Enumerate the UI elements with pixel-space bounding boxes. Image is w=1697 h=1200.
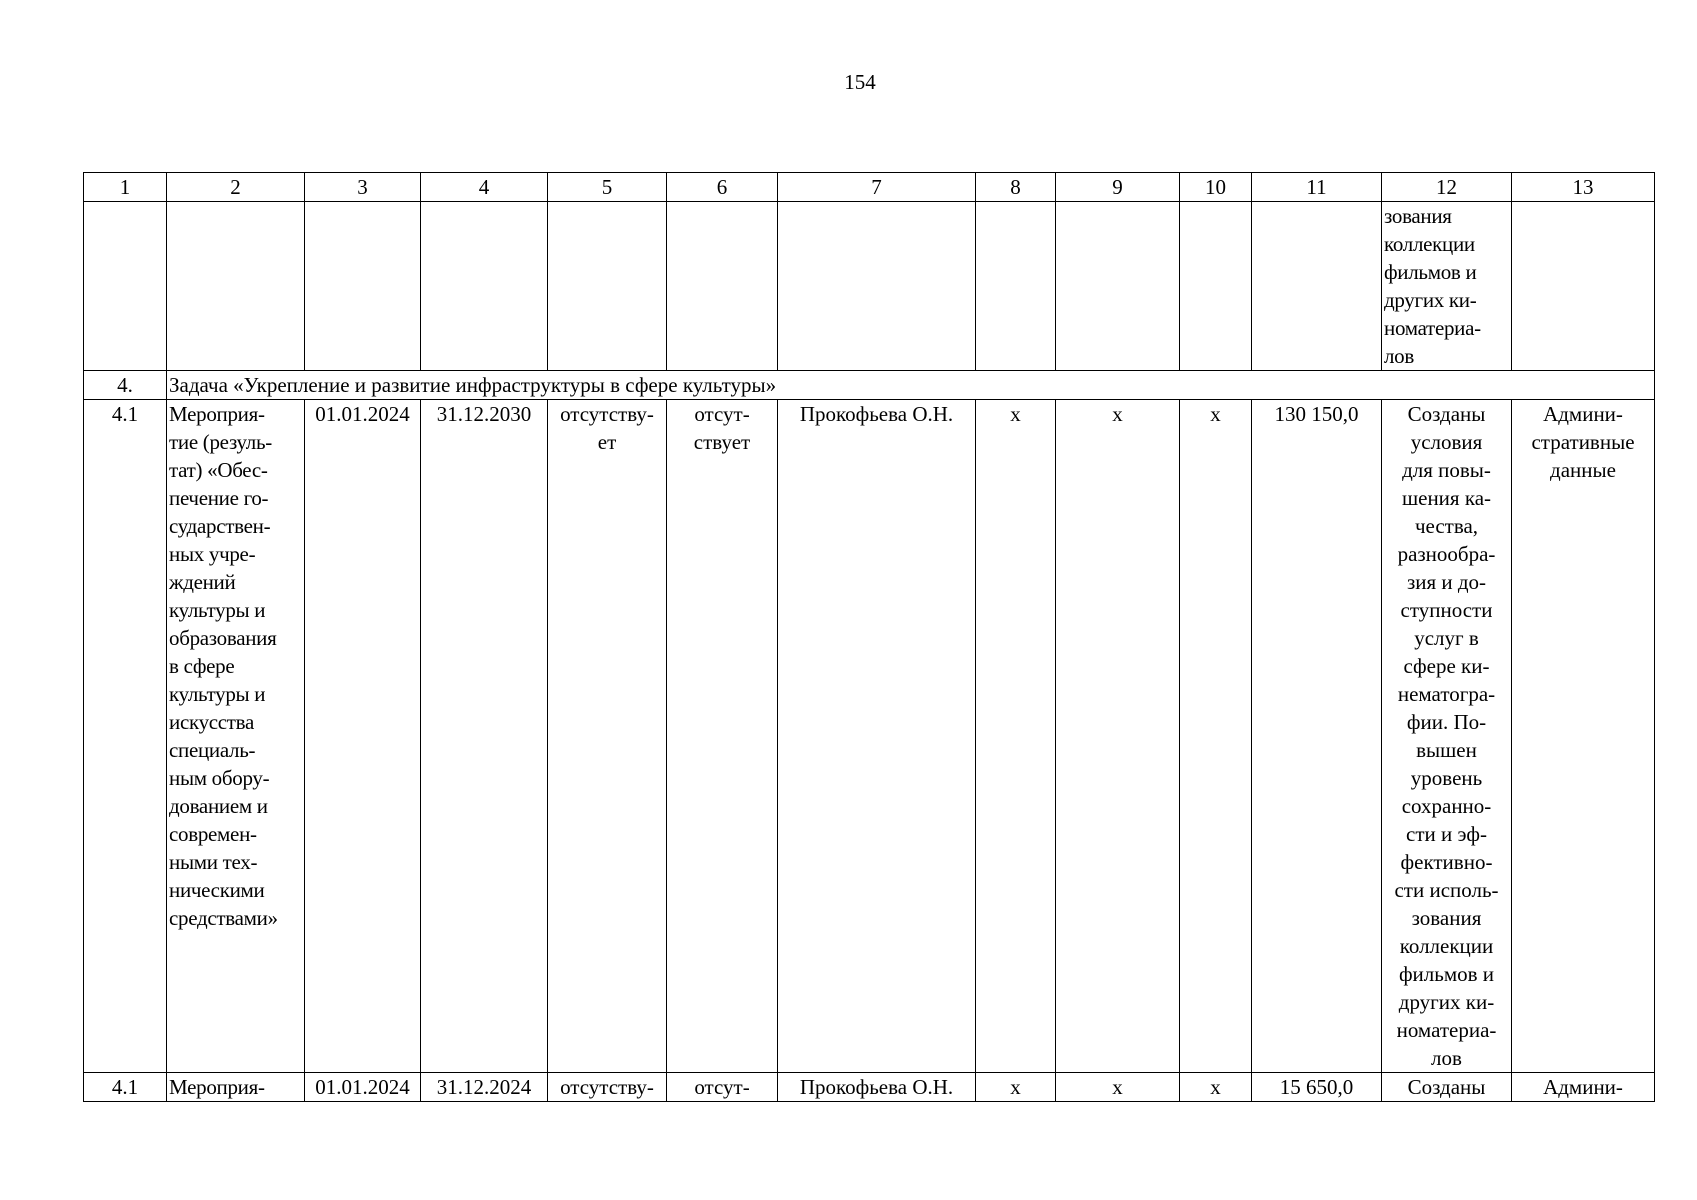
column-header: 13 xyxy=(1512,173,1655,202)
table-cell xyxy=(84,202,167,371)
end-date: 31.12.2024 xyxy=(421,1073,548,1102)
col6-value: отсут- xyxy=(667,1073,778,1102)
table-cell xyxy=(1252,202,1382,371)
expected-result: Созданы xyxy=(1382,1073,1512,1102)
column-header: 3 xyxy=(305,173,421,202)
data-source: Админи- стративные данные xyxy=(1512,400,1655,1073)
start-date: 01.01.2024 xyxy=(305,1073,421,1102)
column-header: 9 xyxy=(1056,173,1180,202)
activities-table xyxy=(83,172,1655,1102)
column-header: 11 xyxy=(1252,173,1382,202)
activity-name: Мероприя- xyxy=(167,1073,305,1102)
column-header: 4 xyxy=(421,173,548,202)
col9-value: х xyxy=(1056,400,1180,1073)
funding-amount: 130 150,0 xyxy=(1252,400,1382,1073)
task-title: Задача «Укрепление и развитие инфраструктуры в сфере культуры» xyxy=(167,371,1655,400)
col10-value: х xyxy=(1180,400,1252,1073)
col8-value: х xyxy=(976,1073,1056,1102)
column-header: 2 xyxy=(167,173,305,202)
column-number-row xyxy=(84,173,1655,202)
expected-result: Созданы условия для повы- шения ка- чества, разнообра- зия и до- ступности услуг в сфере ки- нематогра- фии. По- вышен уровень сохранно- сти и эф- фективно- сти исполь- зования коллекции фильмов и других ки- номатериа- лов xyxy=(1382,400,1512,1073)
table-cell xyxy=(1180,202,1252,371)
column-header: 5 xyxy=(548,173,667,202)
col5-value: отсутству- ет xyxy=(548,400,667,1073)
row-number: 4.1 xyxy=(84,400,167,1073)
table-cell xyxy=(778,202,976,371)
start-date: 01.01.2024 xyxy=(305,400,421,1073)
column-header: 10 xyxy=(1180,173,1252,202)
task-number: 4. xyxy=(84,371,167,400)
table-cell xyxy=(667,202,778,371)
table-row xyxy=(84,1073,1655,1102)
activity-name: Мероприя- тие (резуль- тат) «Обес- печение го- сударствен- ных учре- ждений культуры и образования в сфере культуры и искусства специаль- ным обору- дованием и современ- ными тех- ническими средствами» xyxy=(167,400,305,1073)
table-cell xyxy=(167,202,305,371)
page-number: 154 xyxy=(844,70,876,94)
row-number: 4.1 xyxy=(84,1073,167,1102)
end-date: 31.12.2030 xyxy=(421,400,548,1073)
column-header: 8 xyxy=(976,173,1056,202)
table-cell xyxy=(421,202,548,371)
col9-value: х xyxy=(1056,1073,1180,1102)
col6-value: отсут- ствует xyxy=(667,400,778,1073)
table-cell xyxy=(1512,202,1655,371)
column-header: 1 xyxy=(84,173,167,202)
col5-value: отсутству- xyxy=(548,1073,667,1102)
responsible-person: Прокофьева О.Н. xyxy=(778,400,976,1073)
column-header: 12 xyxy=(1382,173,1512,202)
continued-result-cell: зования коллекции фильмов и других ки- номатериа- лов xyxy=(1382,202,1512,371)
funding-amount: 15 650,0 xyxy=(1252,1073,1382,1102)
data-source: Админи- xyxy=(1512,1073,1655,1102)
table-cell xyxy=(305,202,421,371)
table-row xyxy=(84,400,1655,1073)
col8-value: х xyxy=(976,400,1056,1073)
responsible-person: Прокофьева О.Н. xyxy=(778,1073,976,1102)
column-header: 7 xyxy=(778,173,976,202)
table-cell xyxy=(976,202,1056,371)
task-row xyxy=(84,371,1655,400)
col10-value: х xyxy=(1180,1073,1252,1102)
table-cell xyxy=(1056,202,1180,371)
table-cell xyxy=(548,202,667,371)
continuation-row xyxy=(84,202,1655,371)
column-header: 6 xyxy=(667,173,778,202)
